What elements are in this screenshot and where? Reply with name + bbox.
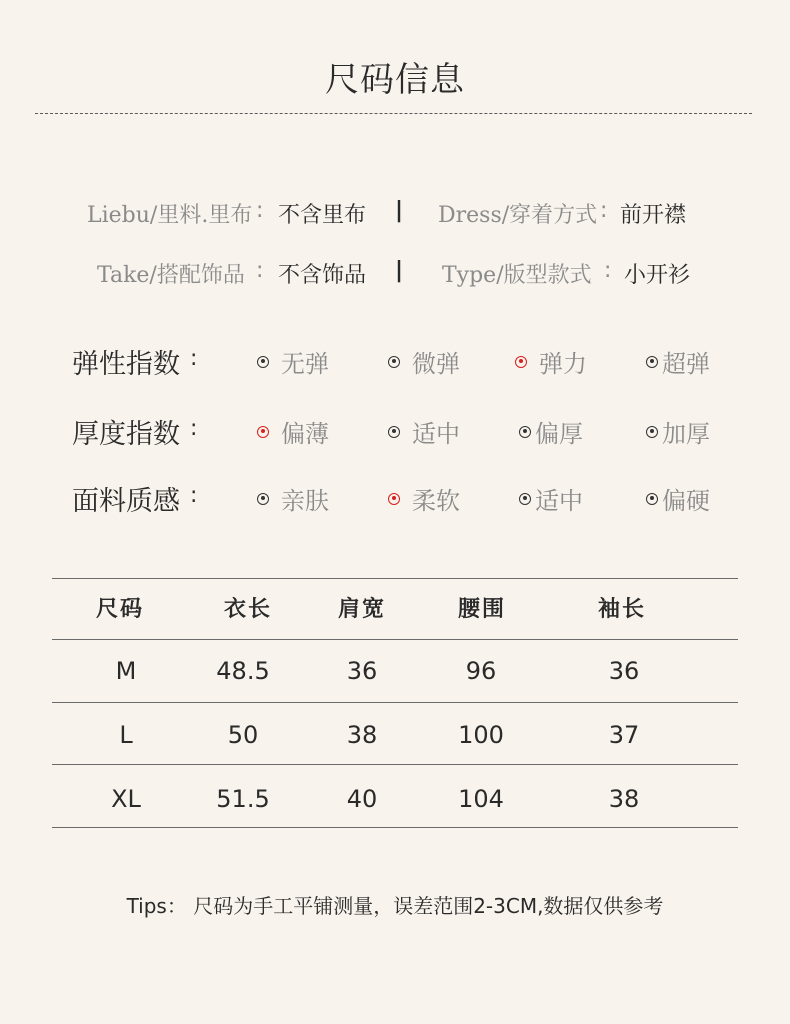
header-shoulder: 肩宽 [337,596,387,622]
radio-dot-icon [646,356,658,368]
index-colon: : [190,416,198,441]
table-rule [52,764,738,765]
spec-row-accessory-type [0,258,790,294]
cell-size: L [119,721,133,749]
cell-length: 51.5 [216,785,270,813]
cell-length: 50 [227,721,259,749]
radio-dot-icon [646,426,658,438]
radio-dot-icon [388,426,400,438]
option-extra-thick[interactable]: 加厚 [646,414,710,449]
spec-separator: | [395,258,404,283]
option-super-stretch[interactable]: 超弹 [646,344,710,379]
spec-colon: : [256,258,264,283]
cell-size: XL [111,785,141,813]
radio-dot-icon [257,493,269,505]
header-length: 衣长 [223,596,273,622]
cell-shoulder: 40 [346,785,378,813]
thickness-index-row [0,412,790,452]
cell-size: M [115,657,137,685]
option-slight-stretch[interactable]: 微弹 [388,344,460,379]
radio-dot-icon [646,493,658,505]
cell-shoulder: 38 [346,721,378,749]
radio-dot-icon [519,426,531,438]
radio-selected-icon [515,356,527,368]
radio-dot-icon [388,356,400,368]
spec-value-dress: 前开襟 [620,203,687,228]
elasticity-index-label: 弹性指数 [72,349,180,380]
header-waist: 腰围 [457,596,507,622]
cell-length: 48.5 [216,657,270,685]
option-stiff[interactable]: 偏硬 [646,481,710,516]
table-rule [52,702,738,703]
spec-value-type: 小开衫 [624,263,691,288]
title-divider [35,113,752,114]
cell-sleeve: 38 [608,785,640,813]
option-no-stretch[interactable]: 无弹 [257,344,329,379]
page-title: 尺码信息 [325,60,465,100]
spec-value-accessory: 不含饰品 [278,263,367,288]
option-skin-friendly[interactable]: 亲肤 [257,481,329,516]
index-colon: : [190,483,198,508]
spec-separator: | [395,198,404,223]
spec-colon: : [604,258,612,283]
option-thick[interactable]: 偏厚 [519,414,583,449]
cell-sleeve: 37 [608,721,640,749]
table-rule [52,827,738,828]
cell-waist: 104 [458,785,504,813]
elasticity-index-row [0,342,790,382]
option-moderate[interactable]: 适中 [519,481,583,516]
spec-label-lining: Liebu/里料.里布 [87,203,253,228]
spec-label-dress: Dress/穿着方式 [438,203,598,228]
spec-colon: : [600,198,608,223]
spec-label-type: Type/版型款式 [442,263,592,288]
radio-dot-icon [257,356,269,368]
radio-selected-icon [388,493,400,505]
cell-sleeve: 36 [608,657,640,685]
thickness-index-label: 厚度指数 [72,419,180,450]
cell-waist: 100 [458,721,504,749]
table-rule [52,639,738,640]
texture-index-label: 面料质感 [72,486,180,517]
texture-index-row [0,479,790,519]
cell-waist: 96 [465,657,497,685]
header-sleeve: 袖长 [597,596,647,622]
radio-selected-icon [257,426,269,438]
spec-colon: : [256,198,264,223]
measurement-tips: Tips： 尺码为手工平铺测量，误差范围2-3CM,数据仅供参考 [126,894,664,918]
header-size: 尺码 [95,596,145,622]
option-stretch[interactable]: 弹力 [515,344,587,379]
cell-shoulder: 36 [346,657,378,685]
option-medium[interactable]: 适中 [388,414,460,449]
option-thin[interactable]: 偏薄 [257,414,329,449]
radio-dot-icon [519,493,531,505]
table-rule [52,578,738,579]
index-colon: : [190,346,198,371]
option-soft[interactable]: 柔软 [388,481,460,516]
spec-label-accessory: Take/搭配饰品 [97,263,245,288]
spec-value-lining: 不含里布 [278,203,367,228]
spec-row-lining-dress [0,198,790,234]
